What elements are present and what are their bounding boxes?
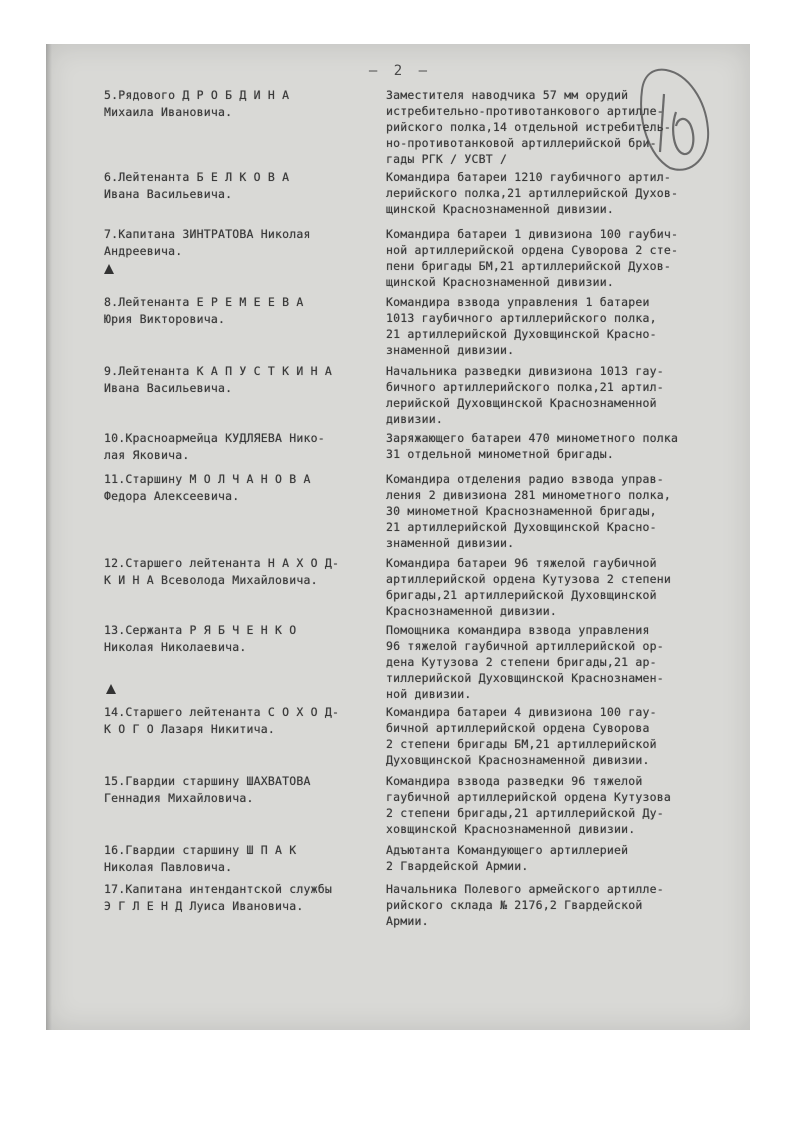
page-number: – 2 –	[368, 63, 432, 79]
entry-name: 7.Капитана ЗИНТРАТОВА Николая Андреевича.	[104, 227, 311, 258]
entry-name: 6.Лейтенанта Б Е Л К О В А Ивана Васильевича.	[104, 170, 290, 201]
entry-name: 17.Капитана интендантской службы Э Г Л Е Н Д Луиса Ивановича.	[104, 882, 332, 913]
entry-name: 8.Лейтенанта Е Р Е М Е Е В А Юрия Викторовича.	[104, 295, 304, 326]
entry-name: 15.Гвардии старшину ШАХВАТОВА Геннадия Михайловича.	[104, 774, 311, 805]
entry-description: Командира батареи 96 тяжелой гаубичной артиллерийской ордена Кутузова 2 степени бригады,21 артиллерийской Духовщинской Краснознаменной дивизии.	[386, 556, 671, 618]
entry-description: Командира отделения радио взвода управ- ления 2 дивизиона 281 минометного полка, 30 минометной Краснознаменной бригады, 21 артиллерийской Духовщинской Красно- знаменной дивизии.	[386, 472, 671, 550]
entry-description: Начальника разведки дивизиона 1013 гау- бичного артиллерийского полка,21 артил- лерийской Духовщинской Краснознаменной дивизии.	[386, 364, 664, 426]
sheet-edge-shadow	[46, 44, 52, 1030]
entry-name: 11.Старшину М О Л Ч А Н О В А Федора Алексеевича.	[104, 472, 311, 503]
entry-name: 13.Сержанта Р Я Б Ч Е Н К О Николая Николаевича.	[104, 623, 297, 654]
entry-description: Командира батареи 1210 гаубичного артил- лерийского полка,21 артиллерийской Духов- щинской Краснознаменной дивизии.	[386, 170, 679, 216]
entry-name: 12.Старшего лейтенанта Н А Х О Д- К И Н А Всеволода Михайловича.	[104, 556, 340, 587]
entry-description: Командира батареи 1 дивизиона 100 гаубич- ной артиллерийской ордена Суворова 2 сте- пени бригады БМ,21 артиллерийской Духов- щинской Краснознаменной дивизии.	[386, 227, 679, 289]
entry-name: 5.Рядового Д Р О Б Д И Н А Михаила Ивановича.	[104, 88, 290, 119]
punch-hole-mark	[102, 262, 116, 276]
punch-hole-mark	[104, 682, 118, 696]
entry-description: Заряжающего батареи 470 минометного полка 31 отдельной минометной бригады.	[386, 431, 679, 461]
entry-name: 16.Гвардии старшину Ш П А К Николая Павловича.	[104, 843, 297, 874]
entry-description: Помощника командира взвода управления 96 тяжелой гаубичной артиллерийской ор- дена Кутузова 2 степени бригады,21 ар- тиллерийской Духовщинской Краснознамен- ной дивизии.	[386, 623, 664, 701]
entry-description: Командира батареи 4 дивизиона 100 гау- бичной артиллерийской ордена Суворова 2 степени бригады БМ,21 артиллерийской Духовщинской Краснознаменной дивизии.	[386, 705, 657, 767]
entry-name: 9.Лейтенанта К А П У С Т К И Н А Ивана Васильевича.	[104, 364, 332, 395]
entry-name: 14.Старшего лейтенанта С О Х О Д- К О Г О Лазаря Никитича.	[104, 705, 340, 736]
entry-description: Начальника Полевого армейского артилле- рийского склада № 2176,2 Гвардейской Армии.	[386, 882, 664, 928]
entry-name: 10.Красноармейца КУДЛЯЕВА Нико- лая Яковича.	[104, 431, 325, 462]
entry-description: Заместителя наводчика 57 мм орудий истребительно-противотанкового артилле- рийского полка,14 отдельной истребитель- но-противотанковой артиллерийской бри- гады РГК / УСВТ /	[386, 88, 671, 166]
entry-description: Командира взвода управления 1 батареи 1013 гаубичного артиллерийского полка, 21 артиллерийской Духовщинской Красно- знаменной дивизии.	[386, 295, 657, 357]
entry-description: Адъютанта Командующего артиллерией 2 Гвардейской Армии.	[386, 843, 629, 873]
entry-description: Командира взвода разведки 96 тяжелой гаубичной артиллерийской ордена Кутузова 2 степени бригады,21 артиллерийской Ду- ховщинской Краснознаменной дивизии.	[386, 774, 671, 836]
